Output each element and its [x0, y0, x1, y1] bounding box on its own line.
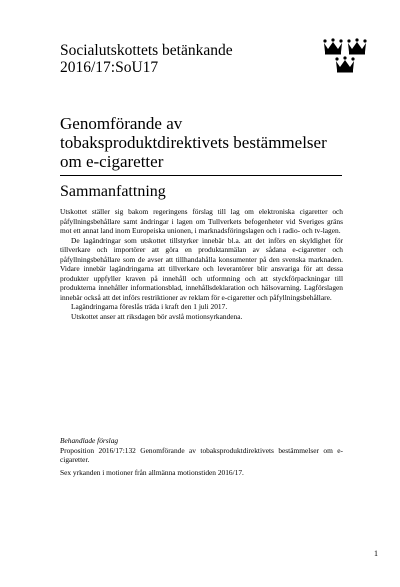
treated-proposal-item: Sex yrkanden i motioner från allmänna motionstiden 2016/17.	[60, 467, 244, 477]
title-line: om e-cigaretter	[60, 152, 164, 171]
summary-paragraph: Utskottet anser att riksdagen bör avslå motionsyrkandena.	[71, 311, 243, 321]
committee-name: Socialutskottets betänkande	[60, 42, 233, 59]
summary-paragraph: Utskottet ställer sig bakom regeringens förslag till lag om elektroniska cigaretter och påfyllningsbehållare samt ändringar i lagen om Tullverkets befogenheter vid Sveriges gräns mot ett annat land inom Europeiska unionen, i marknadsföringslagen och i radio- och tv-lagen.	[60, 207, 343, 235]
summary-paragraph: Lagändringarna föreslås träda i kraft den 1 juli 2017.	[71, 302, 228, 311]
title-line: tobaksproduktdirektivets bestämmelser	[60, 133, 327, 152]
treated-proposals-heading: Behandlade förslag	[60, 436, 119, 445]
treated-proposals	[60, 436, 343, 477]
page-number: 1	[374, 549, 378, 558]
section-divider	[60, 175, 342, 176]
summary-body	[60, 207, 343, 321]
report-title	[60, 114, 360, 171]
three-crowns-icon	[322, 38, 368, 74]
treated-proposal-item: Proposition 2016/17:132 Genomförande av tobaksproduktdirektivets bestämmelser om e-cigaretter.	[60, 445, 343, 464]
report-header	[60, 42, 320, 76]
summary-paragraph: De lagändringar som utskottet tillstyrker innebär bl.a. att det införs en skyldighet för tillverkare och importörer att göra en produktanmälan av sådana e-cigaretter och påfyllningsbehållare som de avser att tillhandahålla konsumenter på den svenska marknaden. Vidare innebär lagändringarna att tillverkare och leverantörer blir ansvariga för att dessa produkter uppfyller kraven på innehåll och utformning och att styckförpackningar till produkterna innehåller informationsblad, innehållsdeklaration och hälsovarning. Lagförslagen innebär också att det införs restriktioner av reklam för e-cigaretter och påfyllningsbehållare.	[60, 235, 343, 302]
report-number: 2016/17:SoU17	[60, 59, 159, 76]
title-line: Genomförande av	[60, 114, 183, 133]
summary-heading: Sammanfattning	[60, 183, 166, 200]
